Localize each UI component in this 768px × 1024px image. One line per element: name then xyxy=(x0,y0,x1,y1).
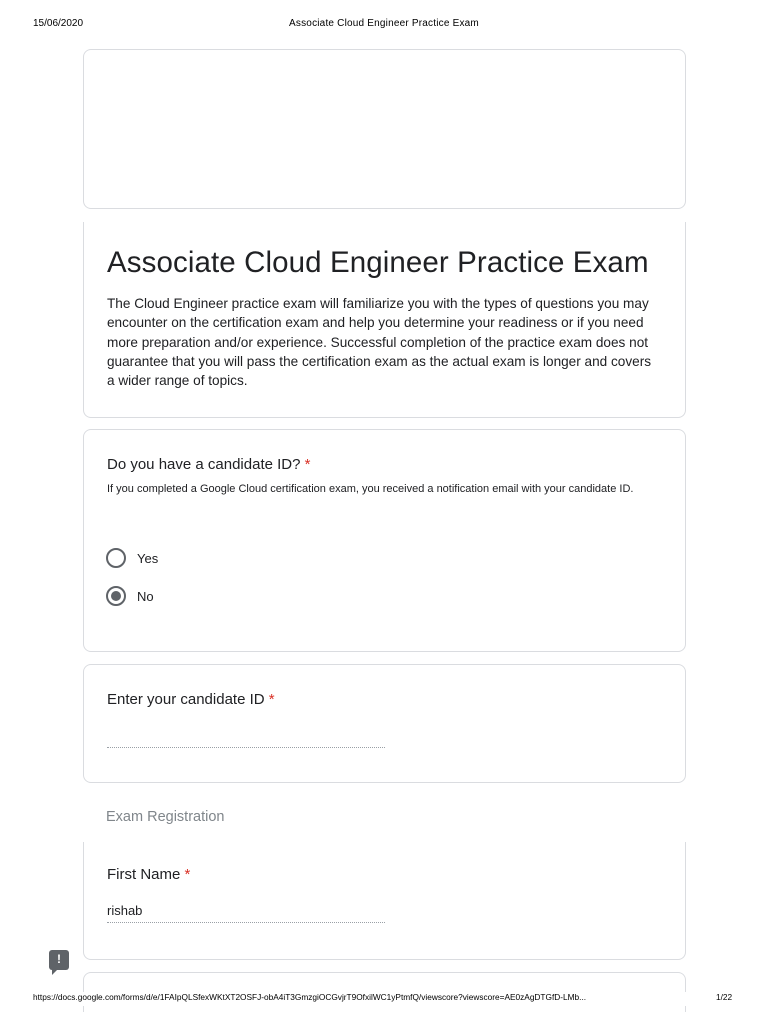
header-banner xyxy=(83,49,686,209)
question-help-text: If you completed a Google Cloud certification exam, you received a notification email with your candidate ID. xyxy=(107,483,634,495)
print-url: https://docs.google.com/forms/d/e/1FAIpQLSfexWKtXT2OSFJ-obA4iT3GmzgiOCGvjrT9OfxilWC1yPtmfQ/viewscore?viewscore=AE0zAgDTGfD-LMb... xyxy=(33,992,587,1002)
print-title: Associate Cloud Engineer Practice Exam xyxy=(289,18,479,29)
page-number: 1/22 xyxy=(716,992,733,1002)
radio-option-yes[interactable] xyxy=(106,547,158,569)
report-problem-icon[interactable]: ! xyxy=(49,950,69,970)
question-title xyxy=(107,691,275,708)
form-title: Associate Cloud Engineer Practice Exam xyxy=(107,246,649,279)
question-title xyxy=(107,456,310,473)
question-title-text: First Name xyxy=(107,866,181,883)
form-description: The Cloud Engineer practice exam will familiarize you with the types of questions you may encounter on the certification exam and help you determine your readiness or if you need more preparation and/or experience. Successful completion of the practice exam does not guarantee that you will pass the certification exam as the actual exam is longer and covers a wider range of topics. xyxy=(107,296,652,389)
radio-option-label: Yes xyxy=(137,550,159,566)
required-asterisk: * xyxy=(304,456,311,473)
candidate-id-input[interactable] xyxy=(107,728,385,748)
print-footer xyxy=(0,992,768,1006)
radio-checked-icon[interactable] xyxy=(106,586,126,606)
question-enter-candidate-id xyxy=(83,664,686,783)
radio-option-no[interactable] xyxy=(106,585,154,607)
print-header xyxy=(0,18,768,32)
radio-unchecked-icon[interactable] xyxy=(106,548,126,568)
print-date: 15/06/2020 xyxy=(33,18,84,29)
first-name-input[interactable]: rishab xyxy=(107,903,385,923)
question-title-text: Do you have a candidate ID? xyxy=(107,456,301,473)
question-title xyxy=(107,866,190,883)
required-asterisk: * xyxy=(268,691,275,708)
required-asterisk: * xyxy=(184,866,191,883)
question-first-name xyxy=(83,842,686,960)
question-candidate-id xyxy=(83,429,686,652)
question-title-text: Enter your candidate ID xyxy=(107,691,265,708)
radio-option-label: No xyxy=(137,588,154,604)
section-title: Exam Registration xyxy=(106,809,225,825)
form-title-card xyxy=(83,222,686,418)
